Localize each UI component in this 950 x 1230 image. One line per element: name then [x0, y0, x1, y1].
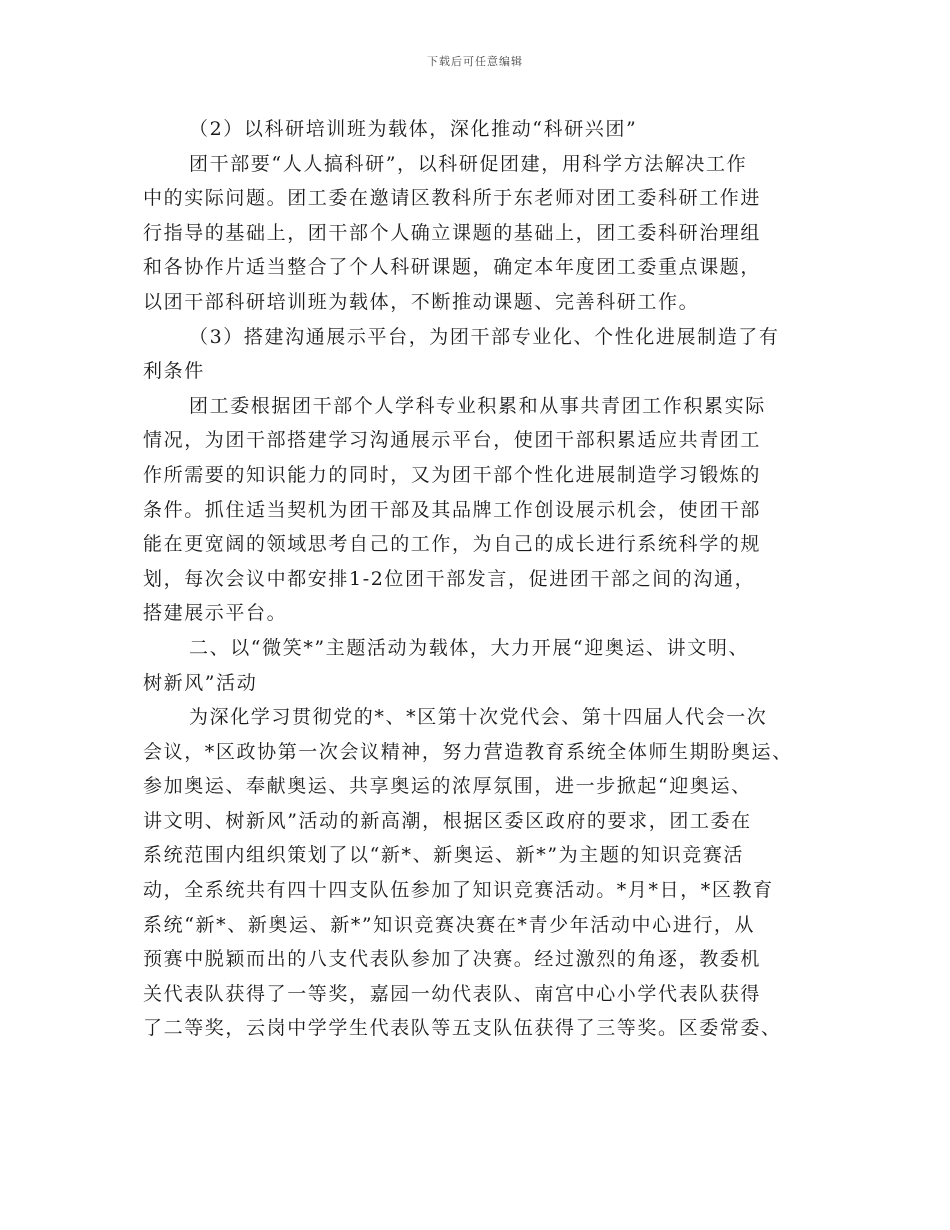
paragraph-line: 动，全系统共有四十四支队伍参加了知识竞赛活动。*月*日，*区教育 — [143, 879, 774, 902]
paragraph-line: 作所需要的知识能力的同时，又为团干部个性化进展制造学习锻炼的 — [143, 463, 762, 486]
subheading-3: （3）搭建沟通展示平台，为团干部专业化、个性化进展制造了有 — [189, 325, 780, 348]
paragraph-line: 以团干部科研培训班为载体，不断推动课题、完善科研工作。 — [143, 290, 700, 313]
paragraph-line: 能在更宽阔的领域思考自己的工作，为自己的成长进行系统科学的规 — [143, 533, 762, 556]
section-heading-2: 二、以“微笑*”主题活动为载体，大力开展“迎奥运、讲文明、 — [189, 636, 750, 659]
paragraph-line: 划，每次会议中都安排1-2位团干部发言，促进团干部之间的沟通， — [143, 567, 756, 590]
page-header: 下载后可任意编辑 — [427, 55, 523, 68]
paragraph-line: 参加奥运、奉献奥运、共享奥运的浓厚氛围，进一步掀起“迎奥运、 — [143, 775, 752, 798]
body-text — [143, 112, 823, 1046]
paragraph-line: 行指导的基础上，团干部个人确立课题的基础上，团工委科研治理组 — [143, 221, 762, 244]
paragraph-line: 为深化学习贯彻党的*、*区第十次党代会、第十四届人代会一次 — [189, 706, 768, 729]
paragraph-line: 情况，为团干部搭建学习沟通展示平台，使团干部积累适应共青团工 — [143, 429, 762, 452]
section-heading-2-continued: 树新风”活动 — [143, 671, 258, 694]
paragraph-line: 系统范围内组织策划了以“新*、新奥运、新*”为主题的知识竞赛活 — [143, 844, 745, 867]
paragraph-line: 条件。抓住适当契机为团干部及其品牌工作创设展示机会，使团干部 — [143, 498, 762, 521]
paragraph-line: 团工委根据团干部个人学科专业积累和从事共青团工作积累实际 — [189, 394, 766, 417]
paragraph-line: 搭建展示平台。 — [143, 602, 288, 625]
paragraph-line: 了二等奖，云岗中学学生代表队等五支队伍获得了三等奖。区委常委、 — [143, 1017, 782, 1040]
paragraph-line: 和各协作片适当整合了个人科研课题，确定本年度团工委重点课题， — [143, 256, 762, 279]
subheading-3-continued: 利条件 — [143, 360, 205, 383]
paragraph-line: 中的实际问题。团工委在邀请区教科所于东老师对团工委科研工作进 — [143, 187, 762, 210]
paragraph-line: 会议，*区政协第一次会议精神，努力营造教育系统全体师生期盼奥运、 — [143, 740, 793, 763]
paragraph-line: 预赛中脱颖而出的八支代表队参加了决赛。经过激烈的角逐，教委机 — [143, 948, 762, 971]
paragraph-line: 讲文明、树新风”活动的新高潮，根据区委区政府的要求，团工委在 — [143, 809, 752, 832]
paragraph-line: 系统“新*、新奥运、新*”知识竞赛决赛在*青少年活动中心进行，从 — [143, 913, 756, 936]
subheading-2: （2）以科研培训班为载体，深化推动“科研兴团” — [189, 118, 638, 140]
paragraph-line: 关代表队获得了一等奖，嘉园一幼代表队、南宫中心小学代表队获得 — [143, 982, 762, 1005]
paragraph-line: 团干部要“人人搞科研”，以科研促团建，用科学方法解决工作 — [189, 152, 748, 175]
